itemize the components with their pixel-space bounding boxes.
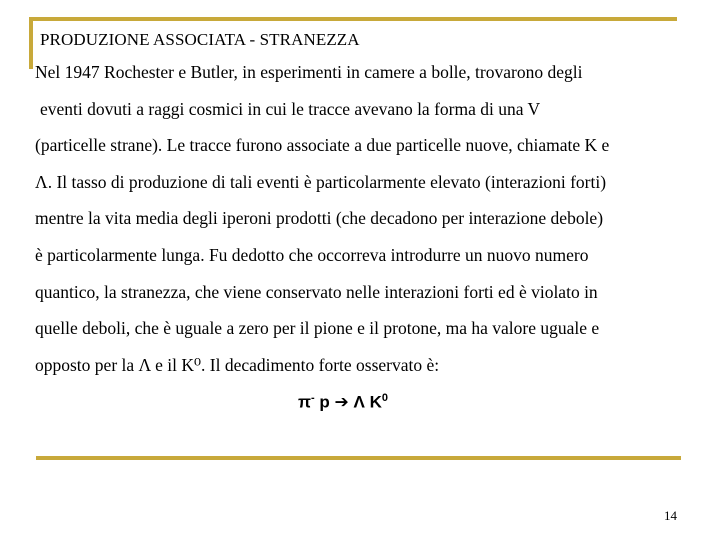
kaon-superscript: 0 — [381, 392, 388, 404]
pion-symbol: π — [298, 392, 312, 412]
body-paragraph — [35, 57, 700, 386]
proton-symbol: p — [314, 392, 335, 412]
frame-left-border — [29, 17, 33, 69]
body-line-3: (particelle strane). Le tracce furono associate a due particelle nuove, chiamate K e — [35, 135, 610, 156]
frame-top-border — [29, 17, 677, 21]
body-line-7: quantico, la stranezza, che viene conservato nelle interazioni forti ed è violato in — [35, 281, 598, 302]
body-line-5: mentre la vita media degli iperoni prodotti (che decadono per interazione debole) — [35, 208, 604, 229]
reaction-equation — [298, 392, 388, 413]
body-line-1: Nel 1947 Rochester e Butler, in esperimenti in camere a bolle, trovarono degli — [35, 62, 583, 82]
lambda-kaon-symbols: Λ K — [348, 392, 382, 412]
arrow-icon: ➔ — [334, 392, 349, 412]
body-line-9: opposto per la Λ e il K⁰. Il decadimento forte osservato è: — [35, 354, 440, 375]
pion-charge: - — [311, 392, 315, 404]
slide-title: PRODUZIONE ASSOCIATA - STRANEZZA — [40, 30, 360, 49]
body-line-2: eventi dovuti a raggi cosmici in cui le tracce avevano la forma di una V — [40, 98, 541, 119]
page-number: 14 — [664, 508, 677, 523]
body-line-4: Λ. Il tasso di produzione di tali eventi è particolarmente elevato (interazioni forti) — [35, 171, 607, 192]
body-line-8: quelle deboli, che è uguale a zero per il pione e il protone, ma ha valore uguale e — [35, 318, 600, 339]
body-line-6: è particolarmente lunga. Fu dedotto che occorreva introdurre un nuovo numero — [35, 244, 589, 265]
bottom-divider — [36, 456, 681, 460]
